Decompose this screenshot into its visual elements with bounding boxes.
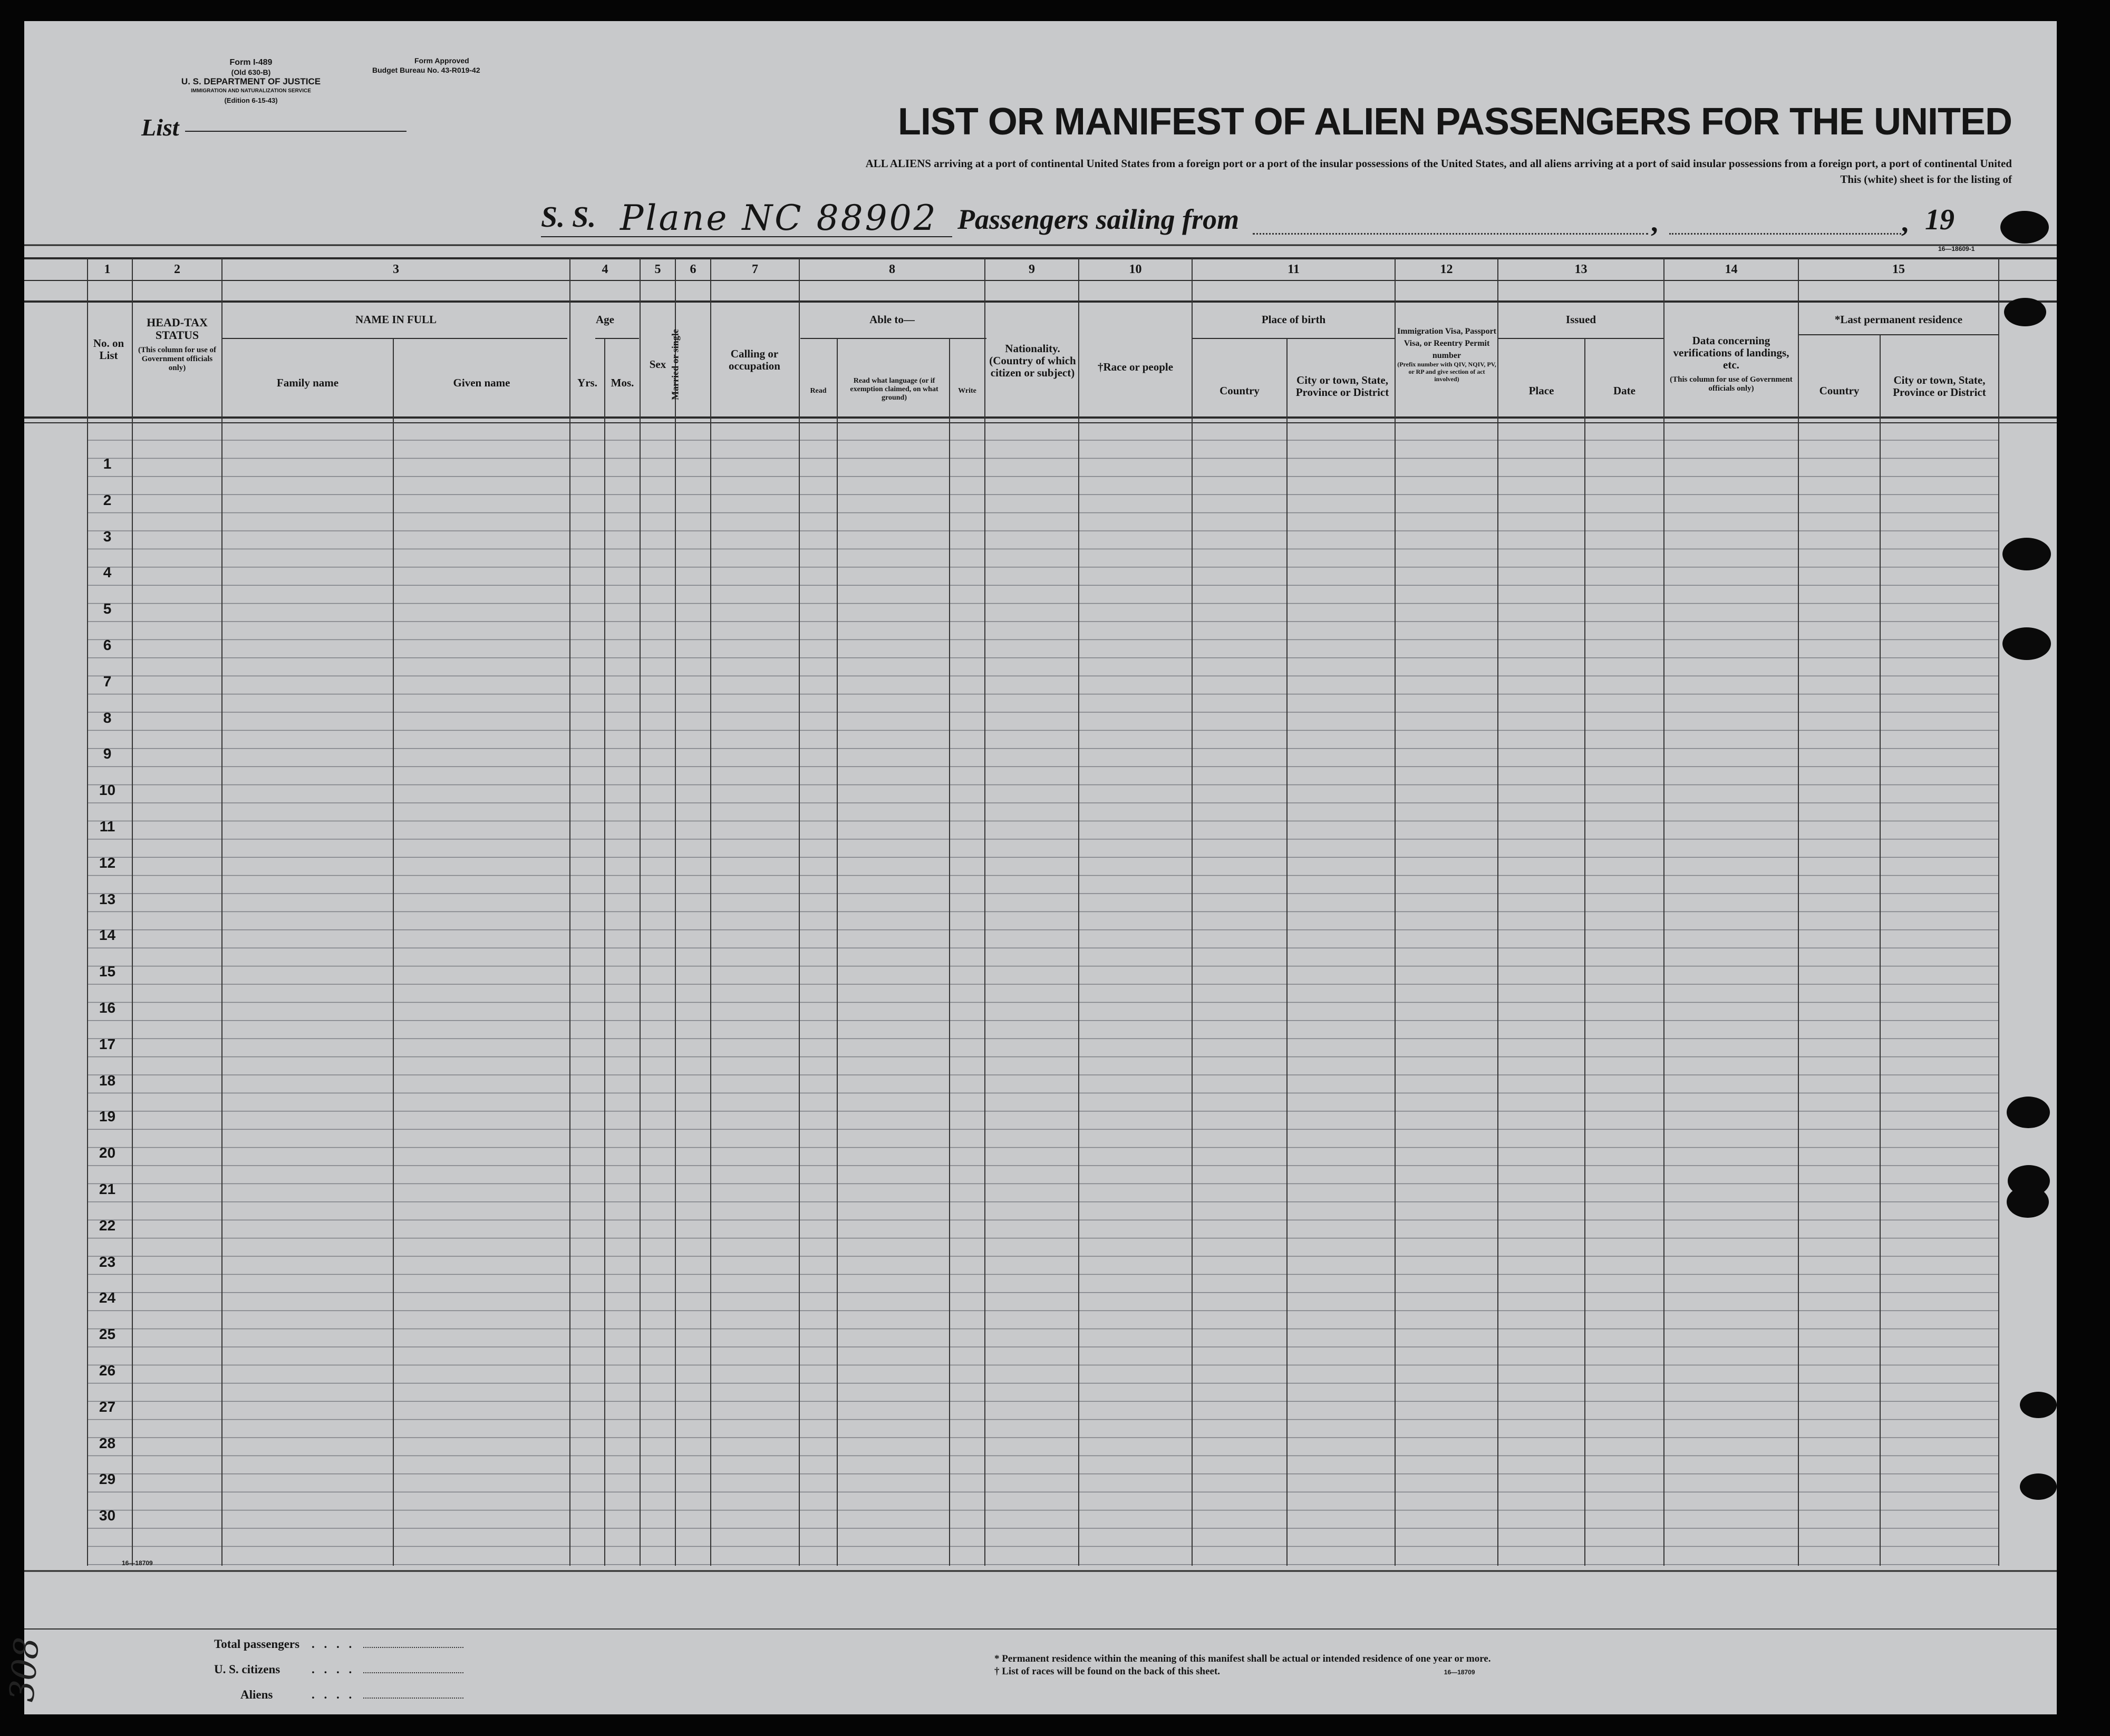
header-data-concerning-title: Data concerning verifications of landings, etc.	[1673, 334, 1789, 371]
header-married: Married or single	[670, 329, 681, 400]
row-number: 28	[99, 1434, 116, 1451]
header-age: Age	[596, 313, 614, 326]
header-read-language: Read what language (or if exemption claimed, on what ground)	[850, 377, 938, 402]
aliens-label: Aliens	[240, 1688, 273, 1701]
header-city: City or town, State, Province or District	[1295, 374, 1389, 399]
aliens-row: Aliens . . . .	[214, 1682, 509, 1708]
header-family-name: Family name	[276, 376, 339, 389]
punch-hole	[2007, 1186, 2049, 1218]
colnum-14: 14	[1725, 263, 1738, 276]
footnote-races-text: † List of races will be found on the back of this sheet.	[994, 1666, 1221, 1677]
row-number: 2	[103, 491, 112, 508]
subtitle-line-2: This (white) sheet is for the listing of	[1840, 173, 2012, 186]
manifest-sheet	[2, 21, 2057, 1714]
row-number: 30	[99, 1507, 116, 1524]
colnum-12: 12	[1440, 263, 1453, 276]
list-label: List	[141, 114, 179, 141]
ship-name-handwritten: Plane NC 88902	[620, 198, 938, 238]
us-citizens-row: U. S. citizens . . . .	[214, 1657, 509, 1682]
punch-hole	[2000, 211, 2049, 244]
row-number: 20	[99, 1145, 116, 1161]
total-passengers-row: Total passengers . . . .	[214, 1632, 509, 1657]
header-mos: Mos.	[611, 376, 634, 389]
row-number: 16	[99, 1000, 116, 1016]
row-number: 6	[103, 637, 112, 653]
totals-block	[214, 1632, 509, 1708]
row-number: 5	[103, 600, 112, 617]
header-calling: Calling or occupation	[728, 347, 780, 372]
colnum-3: 3	[393, 263, 399, 276]
header-yrs: Yrs.	[577, 376, 597, 389]
form-number: Form I-489	[229, 58, 273, 67]
aliens-field[interactable]	[363, 1698, 463, 1699]
row-number: 12	[99, 854, 116, 871]
header-place-of-birth: Place of birth	[1261, 313, 1326, 326]
colnum-13: 13	[1574, 263, 1588, 276]
footnote-code: 16—18709	[1444, 1669, 1475, 1676]
header-data-concerning	[1669, 335, 1793, 393]
footnotes	[994, 1653, 1732, 1679]
us-citizens-field[interactable]	[363, 1672, 463, 1673]
edition: (Edition 6-15-43)	[224, 96, 278, 104]
colnum-15: 15	[1892, 263, 1905, 276]
row-number: 29	[99, 1471, 116, 1488]
row-number: 22	[99, 1217, 116, 1234]
header-country-2: Country	[1819, 384, 1860, 397]
row-number: 24	[99, 1289, 116, 1306]
row-number: 10	[99, 782, 116, 799]
bottom-code: 16—18709	[122, 1559, 153, 1567]
sailing-label: Passengers sailing from	[957, 203, 1240, 235]
ship-prefix: S. S.	[541, 201, 596, 234]
corner-code: 16—18609-1	[1938, 245, 1975, 253]
colnum-11: 11	[1288, 263, 1300, 276]
row-number: 26	[99, 1362, 116, 1379]
row-number: 8	[103, 709, 112, 726]
header-head-tax-note: (This column for use of Government officials only)	[138, 346, 217, 372]
row-number: 3	[103, 528, 112, 545]
punch-hole	[2007, 1097, 2050, 1128]
header-sex: Sex	[649, 358, 666, 371]
header-last-residence: *Last permanent residence	[1834, 313, 1963, 326]
row-number: 7	[103, 673, 112, 690]
row-number: 27	[99, 1398, 116, 1415]
header-issued: Issued	[1565, 313, 1596, 326]
form-approved: Form Approved	[414, 56, 469, 65]
header-nationality: Nationality. (Country of which citizen or subject)	[989, 342, 1076, 379]
row-number: 19	[99, 1108, 116, 1125]
row-number: 25	[99, 1326, 116, 1343]
colnum-4: 4	[602, 263, 608, 276]
punch-hole	[2002, 538, 2051, 570]
header-visa	[1397, 324, 1497, 383]
punch-hole	[2002, 627, 2051, 660]
header-no-on-list: No. on List	[93, 337, 124, 362]
row-number: 14	[99, 927, 116, 944]
header-able-to: Able to—	[869, 313, 915, 326]
colnum-9: 9	[1029, 263, 1035, 276]
punch-hole	[2020, 1473, 2057, 1500]
row-number: 11	[99, 818, 115, 835]
header-visa-title: Immigration Visa, Passport Visa, or Reentry Permit number	[1397, 327, 1496, 360]
row-number: 13	[99, 890, 116, 907]
row-number: 23	[99, 1253, 116, 1270]
header-data-concerning-note: (This column for use of Government officials only)	[1670, 375, 1793, 393]
header-race: †Race or people	[1097, 361, 1174, 373]
row-number: 1	[103, 455, 112, 472]
colnum-5: 5	[654, 263, 661, 276]
budget-bureau: Budget Bureau No. 43-R019-42	[372, 66, 480, 74]
punch-hole	[2020, 1392, 2057, 1418]
colnum-6: 6	[690, 263, 696, 276]
row-number: 21	[99, 1181, 116, 1197]
header-given-name: Given name	[453, 376, 510, 389]
row-number: 4	[103, 564, 112, 581]
margin-handwriting: 308	[2, 1635, 47, 1704]
header-city-2: City or town, State, Province or District	[1893, 374, 1986, 399]
header-head-tax-title: HEAD-TAX STATUS	[147, 316, 208, 342]
year-separator: ,	[1901, 206, 1909, 238]
row-number: 18	[99, 1072, 116, 1089]
row-number: 15	[99, 963, 116, 980]
header-visa-note: (Prefix number with QIV, NQIV, PV, or RP and give section of act involved)	[1397, 361, 1496, 383]
header-date: Date	[1613, 384, 1635, 397]
header-place: Place	[1528, 384, 1554, 397]
header-write: Write	[958, 387, 976, 395]
header-name-in-full: NAME IN FULL	[355, 313, 437, 326]
footnote-races	[994, 1665, 1732, 1679]
header-country: Country	[1219, 384, 1260, 397]
row-number: 9	[103, 745, 112, 762]
colnum-2: 2	[174, 263, 180, 276]
page-title: LIST OR MANIFEST OF ALIEN PASSENGERS FOR THE UNITED	[897, 101, 2012, 143]
colnum-7: 7	[752, 263, 758, 276]
us-citizens-label: U. S. citizens	[214, 1663, 280, 1676]
total-passengers-field[interactable]	[363, 1647, 463, 1648]
comma: ,	[1651, 206, 1658, 238]
punch-hole	[2004, 298, 2046, 326]
header-read: Read	[810, 387, 827, 395]
colnum-8: 8	[889, 263, 895, 276]
header-head-tax	[135, 316, 219, 373]
subtitle-line-1: ALL ALIENS arriving at a port of continental United States from a foreign port or a port of the insular possessions of the United States, and all aliens arriving at a port of said insular possessions from a foreign port, a port of continental United	[865, 157, 2012, 170]
row-number: 17	[99, 1035, 116, 1052]
colnum-1: 1	[104, 263, 111, 276]
colnum-10: 10	[1129, 263, 1142, 276]
year-prefix: 19	[1925, 203, 1954, 236]
service: IMMIGRATION AND NATURALIZATION SERVICE	[191, 88, 311, 94]
form-old-number: (Old 630-B)	[231, 68, 271, 76]
department: U. S. DEPARTMENT OF JUSTICE	[181, 76, 321, 86]
total-passengers-label: Total passengers	[214, 1637, 300, 1651]
footnote-residence: * Permanent residence within the meaning of this manifest shall be actual or intended residence of one year or more.	[994, 1653, 1491, 1664]
